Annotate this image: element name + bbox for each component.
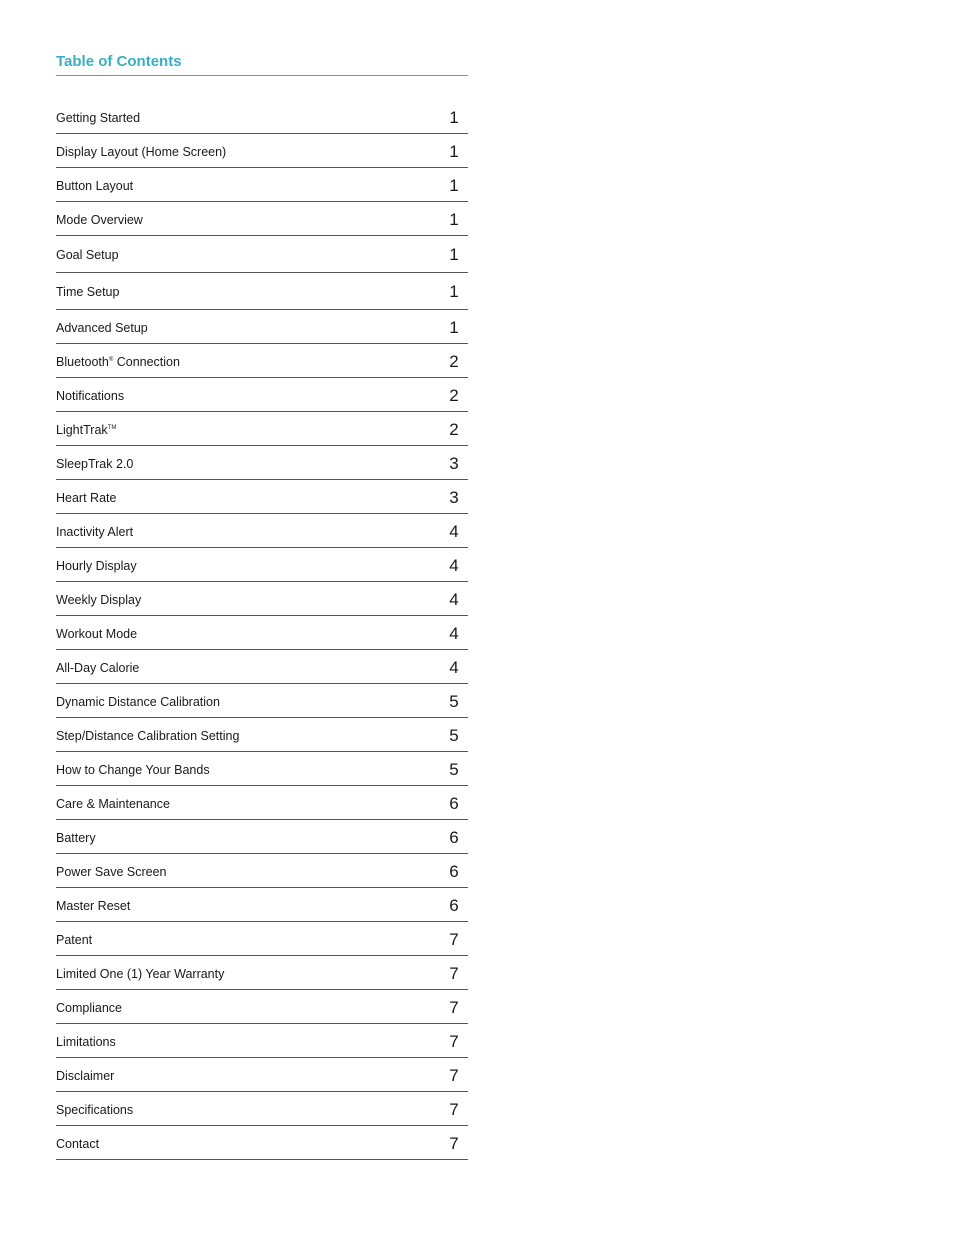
toc-entry-label: Workout Mode — [56, 626, 138, 641]
toc-entry-page: 3 — [449, 453, 459, 473]
toc-entry-page: 1 — [449, 175, 459, 195]
toc-entry[interactable] — [56, 202, 468, 236]
toc-entry-page: 7 — [449, 963, 459, 983]
toc-entry[interactable] — [56, 922, 468, 956]
toc-entry-label: Power Save Screen — [56, 864, 167, 879]
toc-entry-label: All-Day Calorie — [56, 660, 140, 675]
toc-entry-label: Limited One (1) Year Warranty — [56, 966, 225, 981]
toc-entry-label: Weekly Display — [56, 592, 142, 607]
toc-entry-page: 1 — [449, 245, 459, 264]
toc-entry-label: Limitations — [56, 1034, 116, 1049]
toc-entry-page: 6 — [449, 827, 459, 847]
toc-entry-page: 1 — [449, 107, 459, 127]
toc-list — [56, 100, 468, 1160]
toc-entry-label: Time Setup — [56, 285, 120, 299]
toc-entry-label-suffix: Connection — [113, 354, 180, 369]
toc-entry-page: 6 — [449, 861, 459, 881]
toc-entry[interactable] — [56, 273, 468, 310]
toc-entry-page: 6 — [449, 895, 459, 915]
toc-entry-page: 1 — [449, 141, 459, 161]
toc-entry[interactable] — [56, 616, 468, 650]
toc-entry-label — [56, 421, 116, 437]
toc-entry-page: 1 — [449, 317, 459, 337]
toc-entry-label: Goal Setup — [56, 248, 119, 262]
toc-entry[interactable] — [56, 582, 468, 616]
toc-entry[interactable] — [56, 100, 468, 134]
toc-entry-label: Specifications — [56, 1102, 134, 1117]
toc-entry-label: Step/Distance Calibration Setting — [56, 728, 240, 743]
toc-entry[interactable] — [56, 514, 468, 548]
toc-entry-label-text: Bluetooth — [56, 354, 109, 369]
toc-entry-label: Care & Maintenance — [56, 796, 170, 811]
toc-entry-label: Disclaimer — [56, 1068, 115, 1083]
toc-entry-label: Advanced Setup — [56, 320, 148, 335]
toc-entry-label: Dynamic Distance Calibration — [56, 694, 220, 709]
toc-entry[interactable] — [56, 820, 468, 854]
toc-entry-page: 5 — [449, 691, 459, 711]
toc-entry[interactable] — [56, 854, 468, 888]
toc-entry-label: Compliance — [56, 1000, 123, 1015]
toc-entry[interactable] — [56, 684, 468, 718]
toc-entry[interactable] — [56, 718, 468, 752]
toc-entry-label: Inactivity Alert — [56, 524, 134, 539]
toc-entry[interactable] — [56, 480, 468, 514]
toc-entry-page: 6 — [449, 793, 459, 813]
toc-entry-label: Heart Rate — [56, 490, 117, 505]
toc-entry-label: Getting Started — [56, 110, 141, 125]
toc-entry[interactable] — [56, 888, 468, 922]
toc-entry-page: 5 — [449, 759, 459, 779]
registered-mark: ® — [108, 356, 114, 363]
toc-entry-page: 1 — [449, 282, 459, 301]
toc-entry-label — [56, 353, 180, 369]
toc-entry-page: 7 — [449, 1133, 459, 1153]
toc-entry[interactable] — [56, 1024, 468, 1058]
toc-entry[interactable] — [56, 990, 468, 1024]
toc-entry-page: 4 — [449, 657, 459, 677]
toc-entry-label: Mode Overview — [56, 212, 143, 227]
toc-entry[interactable] — [56, 650, 468, 684]
toc-entry[interactable] — [56, 446, 468, 480]
toc-entry-label: Notifications — [56, 388, 125, 403]
toc-entry-page: 5 — [449, 725, 459, 745]
toc-entry-page: 7 — [449, 1099, 459, 1119]
toc-entry-label: Contact — [56, 1136, 100, 1151]
table-of-contents — [56, 52, 468, 1160]
toc-entry-page: 4 — [449, 555, 459, 575]
toc-entry-label: Hourly Display — [56, 558, 137, 573]
toc-entry-page: 4 — [449, 589, 459, 609]
toc-entry-label: Patent — [56, 932, 93, 947]
toc-entry-label: Button Layout — [56, 178, 134, 193]
toc-entry-page: 3 — [449, 487, 459, 507]
toc-entry[interactable] — [56, 344, 468, 378]
toc-entry[interactable] — [56, 1092, 468, 1126]
toc-entry[interactable] — [56, 548, 468, 582]
trademark-mark: TM — [107, 424, 117, 431]
toc-entry-page: 7 — [449, 1031, 459, 1051]
toc-entry[interactable] — [56, 786, 468, 820]
page-title: Table of Contents — [56, 52, 468, 76]
toc-entry[interactable] — [56, 412, 468, 446]
toc-entry-label: Battery — [56, 830, 96, 845]
toc-entry-page: 7 — [449, 997, 459, 1017]
toc-entry[interactable] — [56, 378, 468, 412]
toc-entry-label: SleepTrak 2.0 — [56, 456, 134, 471]
toc-entry[interactable] — [56, 134, 468, 168]
toc-entry-page: 4 — [449, 623, 459, 643]
toc-entry-page: 4 — [449, 521, 459, 541]
toc-entry-label: How to Change Your Bands — [56, 762, 210, 777]
toc-entry-label-text: LightTrak — [56, 422, 108, 437]
toc-entry[interactable] — [56, 310, 468, 344]
toc-entry-page: 7 — [449, 1065, 459, 1085]
toc-entry[interactable] — [56, 752, 468, 786]
toc-entry-label: Display Layout (Home Screen) — [56, 144, 227, 159]
toc-entry[interactable] — [56, 956, 468, 990]
toc-entry-page: 7 — [449, 929, 459, 949]
toc-entry-label: Master Reset — [56, 898, 131, 913]
toc-entry-page: 2 — [449, 351, 459, 371]
toc-entry[interactable] — [56, 1058, 468, 1092]
toc-entry-page: 1 — [449, 209, 459, 229]
toc-entry-page: 2 — [449, 419, 459, 439]
toc-entry-page: 2 — [449, 385, 459, 405]
toc-entry[interactable] — [56, 168, 468, 202]
toc-entry[interactable] — [56, 1126, 468, 1160]
toc-entry[interactable] — [56, 236, 468, 273]
